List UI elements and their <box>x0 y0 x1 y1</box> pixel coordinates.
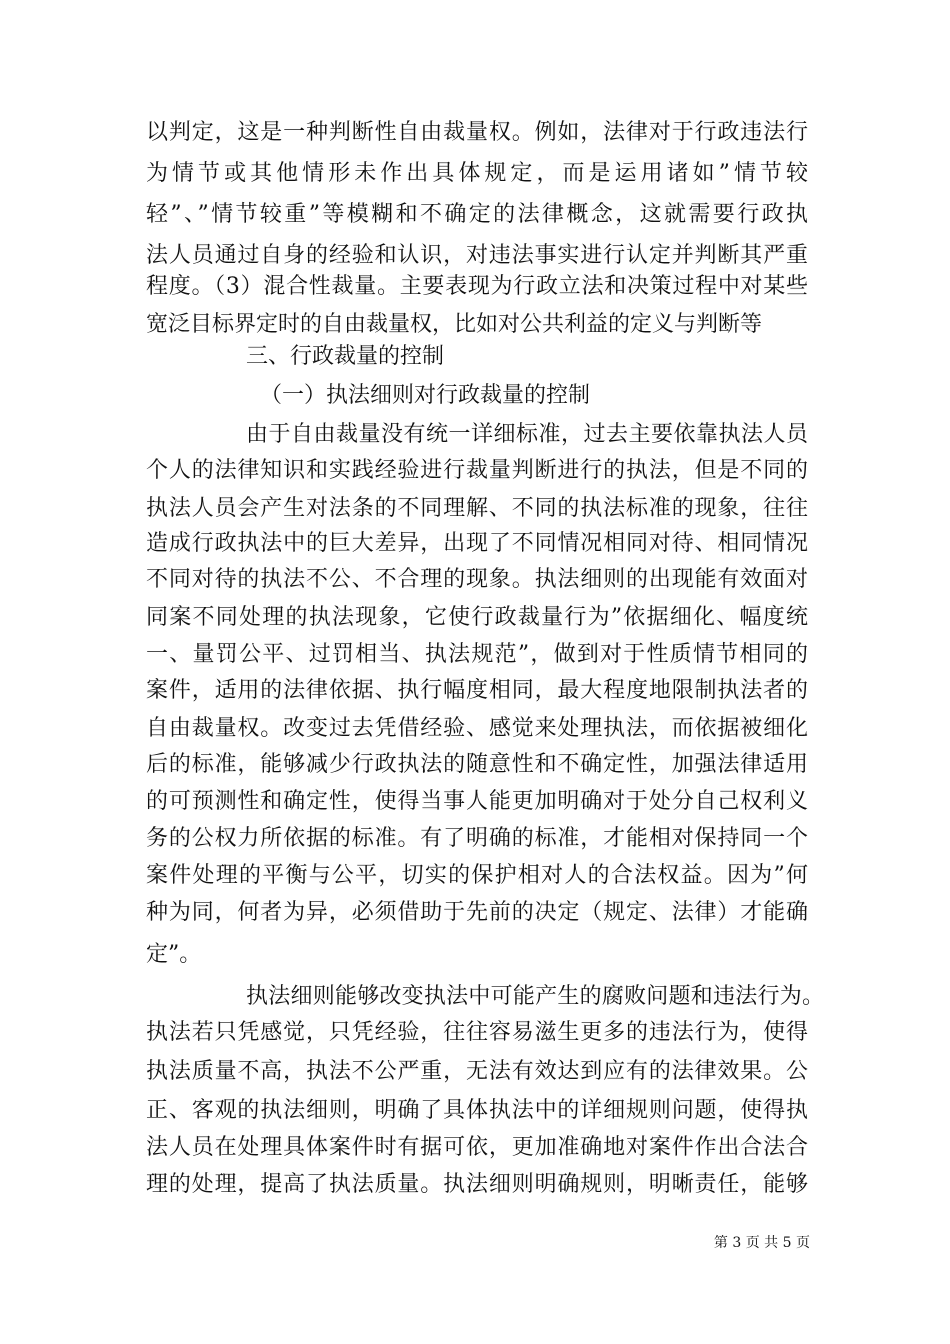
paragraph-first-line: 执法细则能够改变执法中可能产生的腐败问题和违法行为。 <box>246 984 824 1009</box>
body-text-line: 种为同，何者为异，必须借助于先前的决定（规定、法律）才能确 <box>146 900 808 925</box>
body-text-line: 法人员通过自身的经验和认识，对违法事实进行认定并判断其严重 <box>146 243 808 268</box>
body-text-line: 案件，适用的法律依据、执行幅度相同，最大程度地限制执法者的 <box>146 678 808 703</box>
body-text-line: 以判定，这是一种判断性自由裁量权。例如，法律对于行政违法行 <box>146 120 808 145</box>
body-text-line: 个人的法律知识和实践经验进行裁量判断进行的执法，但是不同的 <box>146 458 808 483</box>
body-text-line: 的可预测性和确定性，使得当事人能更加明确对于处分自己权利义 <box>146 789 808 814</box>
body-text-line: 定”。 <box>146 942 202 967</box>
section-heading: 三、行政裁量的控制 <box>246 344 445 369</box>
body-text-line: 程度。（3）混合性裁量。主要表现为行政立法和决策过程中对某些 <box>146 274 808 299</box>
body-text-line: 造成行政执法中的巨大差异，出现了不同情况相同对待、相同情况 <box>146 531 808 556</box>
body-text-line: 同案不同处理的执法现象，它使行政裁量行为”依据细化、幅度统 <box>146 605 808 630</box>
body-text-line: 不同对待的执法不公、不合理的现象。执法细则的出现能有效面对 <box>146 567 808 592</box>
body-text-line: 正、客观的执法细则，明确了具体执法中的详细规则问题，使得执 <box>146 1098 808 1123</box>
body-text-line: 宽泛目标界定时的自由裁量权，比如对公共利益的定义与判断等 <box>146 312 763 337</box>
body-text-line: 轻”、”情节较重”等模糊和不确定的法律概念，这就需要行政执 <box>146 202 808 227</box>
paragraph-first-line: 由于自由裁量没有统一详细标准，过去主要依靠执法人员 <box>246 422 808 447</box>
body-text-line: 一、量罚公平、过罚相当、执法规范”，做到对于性质情节相同的 <box>146 642 808 667</box>
body-text-line: 自由裁量权。改变过去凭借经验、感觉来处理执法，而依据被细化 <box>146 716 808 741</box>
body-text-line: 执法人员会产生对法条的不同理解、不同的执法标准的现象，往往 <box>146 496 808 521</box>
body-text-line: 案件处理的平衡与公平，切实的保护相对人的合法权益。因为”何 <box>146 863 808 888</box>
body-text-line: 法人员在处理具体案件时有据可依，更加准确地对案件作出合法合 <box>146 1135 808 1160</box>
body-text-line: 理的处理，提高了执法质量。执法细则明确规则，明晰责任，能够 <box>146 1172 808 1197</box>
body-text-line: 务的公权力所依据的标准。有了明确的标准，才能相对保持同一个 <box>146 826 808 851</box>
body-text-line: 执法若只凭感觉，只凭经验，往往容易滋生更多的违法行为，使得 <box>146 1020 808 1045</box>
body-text-line: 执法质量不高，执法不公严重，无法有效达到应有的法律效果。公 <box>146 1059 808 1084</box>
body-text-line: 为情节或其他情形未作出具体规定，而是运用诸如”情节较 <box>146 161 808 186</box>
page-number-footer: 第 3 页 共 5 页 <box>713 1235 810 1251</box>
subsection-heading: （一）执法细则对行政裁量的控制 <box>260 383 591 408</box>
body-text-line: 后的标准，能够减少行政执法的随意性和不确定性，加强法律适用 <box>146 752 808 777</box>
